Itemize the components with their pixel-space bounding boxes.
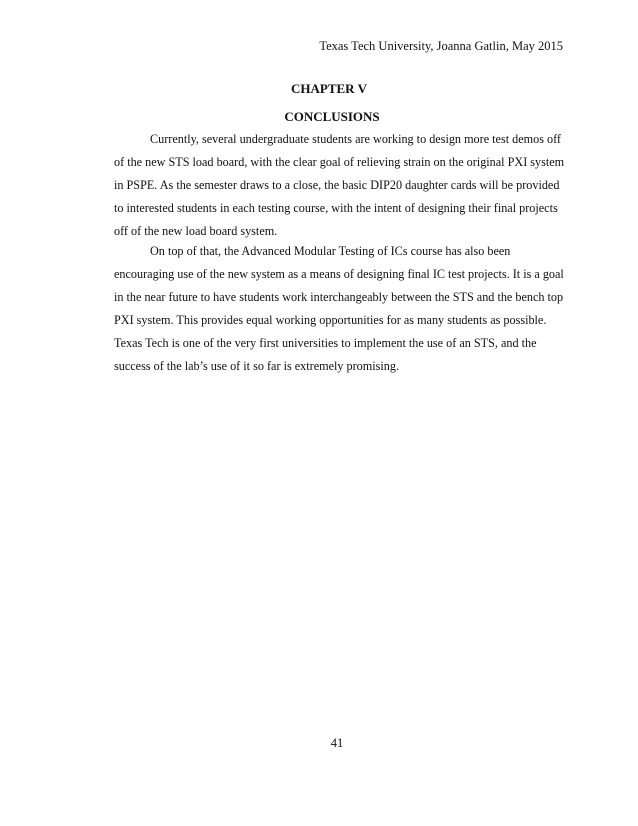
page-number: 41 [330,736,344,750]
running-header: Texas Tech University, Joanna Gatlin, May 2015 [319,39,563,53]
chapter-number-heading: CHAPTER V [291,81,367,96]
body-paragraph: On top of that, the Advanced Modular Testing of ICs course has also been encouraging use of the new system as a means of designing final IC test projects. It is a goal in the near future to have students work interchangeably between the STS and the bench top PXI system. This provides equal working opportunities for as many students as possible. Texas Tech is one of the very first universities to implement the use of an STS, and the success of the lab’s use of it so far is extremely promising. [114,244,564,373]
body-paragraph: Currently, several undergraduate students are working to design more test demos off of the new STS load board, with the clear goal of relieving strain on the original PXI system in PSPE. As the semester draws to a close, the basic DIP20 daughter cards will be provided to interested students in each testing course, with the intent of designing their final projects off of the new load board system. [114,132,565,238]
chapter-title-heading: CONCLUSIONS [284,109,380,124]
